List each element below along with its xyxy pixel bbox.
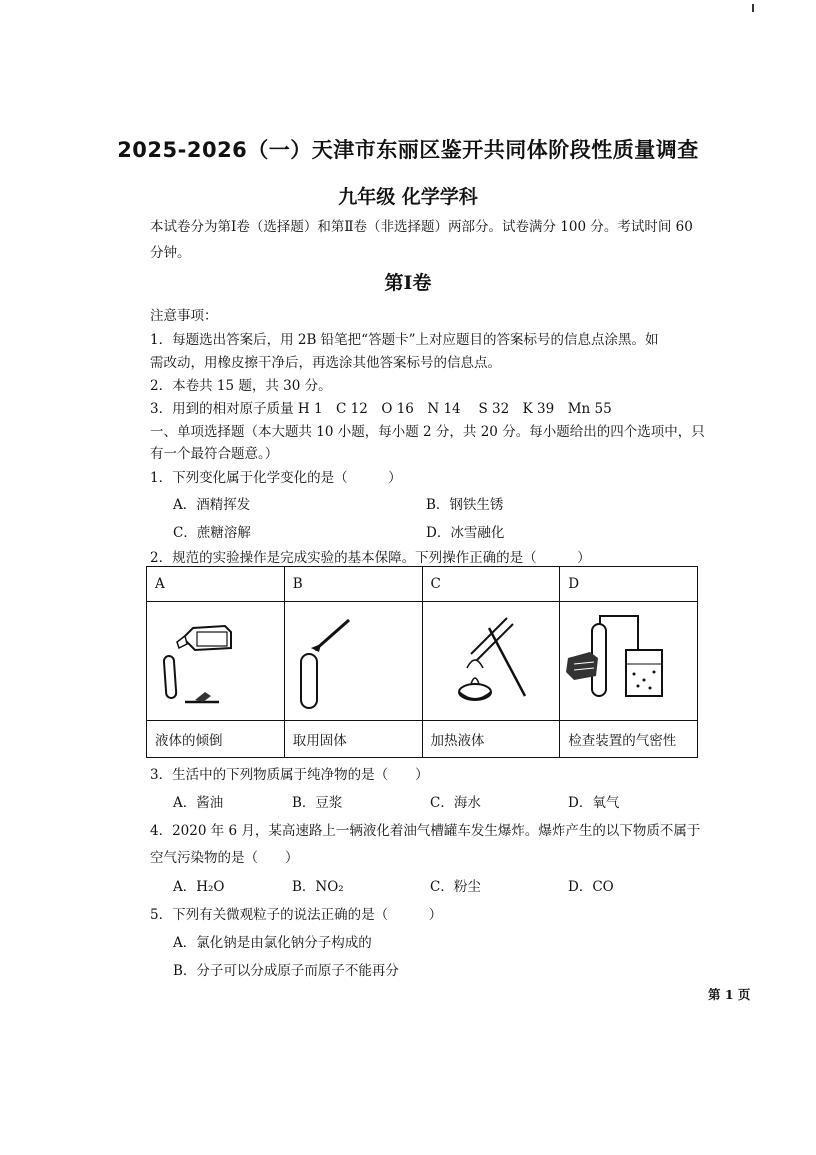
option-c-label: 加热液体 — [422, 721, 560, 758]
question-3-option-b: B．豆浆 — [292, 795, 343, 811]
question-2-options-table — [146, 566, 698, 758]
question-5-option-b: B．分子可以分成原子而原子不能再分 — [173, 963, 399, 979]
option-a-illustration — [147, 602, 285, 721]
question-5-option-a: A．氯化钠是由氯化钠分子构成的 — [173, 935, 372, 951]
note-item-1-line-2: 需改动，用橡皮擦干净后，再选涂其他答案标号的信息点。 — [150, 355, 501, 371]
option-d-header: D — [560, 567, 698, 602]
question-3-option-d: D．氧气 — [568, 795, 620, 811]
question-4-option-a: A．H₂O — [173, 879, 225, 895]
question-4-stem-line-2: 空气污染物的是（ ） — [150, 850, 299, 866]
section-1-intro-line-2: 有一个最符合题意。） — [150, 446, 279, 462]
option-c-header: C — [422, 567, 560, 602]
question-1-option-b: B．钢铁生锈 — [426, 497, 504, 513]
note-item-3: 3．用到的相对原子质量 H 1 C 12 O 16 N 14 S 32 K 39 Mn 55 — [150, 401, 612, 417]
question-4-option-c: C．粉尘 — [430, 879, 481, 895]
question-4-option-b: B．NO₂ — [292, 879, 344, 895]
exam-title: 2025-2026（一）天津市东丽区鉴开共同体阶段性质量调查 — [117, 138, 699, 162]
page-number: 第 1 页 — [708, 987, 751, 1002]
question-3-option-a: A．酱油 — [173, 795, 224, 811]
question-5-stem: 5．下列有关微观粒子的说法正确的是（ ） — [150, 907, 443, 923]
option-a-header: A — [147, 567, 285, 602]
question-2-stem: 2．规范的实验操作是完成实验的基本保障。下列操作正确的是（ ） — [150, 550, 591, 566]
liquid-pouring-icon — [155, 606, 275, 716]
question-1-stem: 1．下列变化属于化学变化的是（ ） — [150, 470, 402, 486]
question-3-option-c: C．海水 — [430, 795, 481, 811]
question-1-option-a: A．酒精挥发 — [173, 497, 251, 513]
option-c-illustration — [422, 602, 560, 721]
question-1-option-d: D．冰雪融化 — [426, 525, 505, 541]
airtightness-check-icon — [560, 606, 710, 716]
section-1-intro-line-1: 一、单项选择题（本大题共 10 小题，每小题 2 分，共 20 分。每小题给出的四个选项中，只 — [150, 424, 705, 440]
option-b-header: B — [284, 567, 422, 602]
exam-subtitle: 九年级 化学学科 — [338, 186, 478, 208]
option-b-label: 取用固体 — [284, 721, 422, 758]
note-item-1-line-1: 1．每题选出答案后，用 2B 铅笔把“答题卡”上对应题目的答案标号的信息点涂黑。如 — [150, 332, 659, 348]
question-3-stem: 3．生活中的下列物质属于纯净物的是（ ） — [150, 767, 429, 783]
exam-intro: 本试卷分为第Ⅰ卷（选择题）和第Ⅱ卷（非选择题）两部分。试卷满分 100 分。考试时间 60 分钟。 — [150, 219, 693, 261]
option-d-illustration — [560, 602, 698, 721]
volume-title: 第Ⅰ卷 — [384, 272, 432, 294]
solid-sampling-icon — [293, 606, 413, 716]
note-item-2: 2．本卷共 15 题，共 30 分。 — [150, 378, 332, 394]
option-a-label: 液体的倾倒 — [147, 721, 285, 758]
question-4-option-d: D．CO — [568, 879, 614, 895]
question-4-stem-line-1: 4．2020 年 6 月，某高速路上一辆液化着油气槽罐车发生爆炸。爆炸产生的以下物质不属于 — [150, 823, 701, 839]
liquid-heating-icon — [431, 606, 551, 716]
option-d-label: 检查装置的气密性 — [560, 721, 698, 758]
notes-heading: 注意事项： — [150, 308, 218, 324]
scan-mark — [752, 4, 754, 12]
question-1-option-c: C．蔗糖溶解 — [173, 525, 251, 541]
option-b-illustration — [284, 602, 422, 721]
